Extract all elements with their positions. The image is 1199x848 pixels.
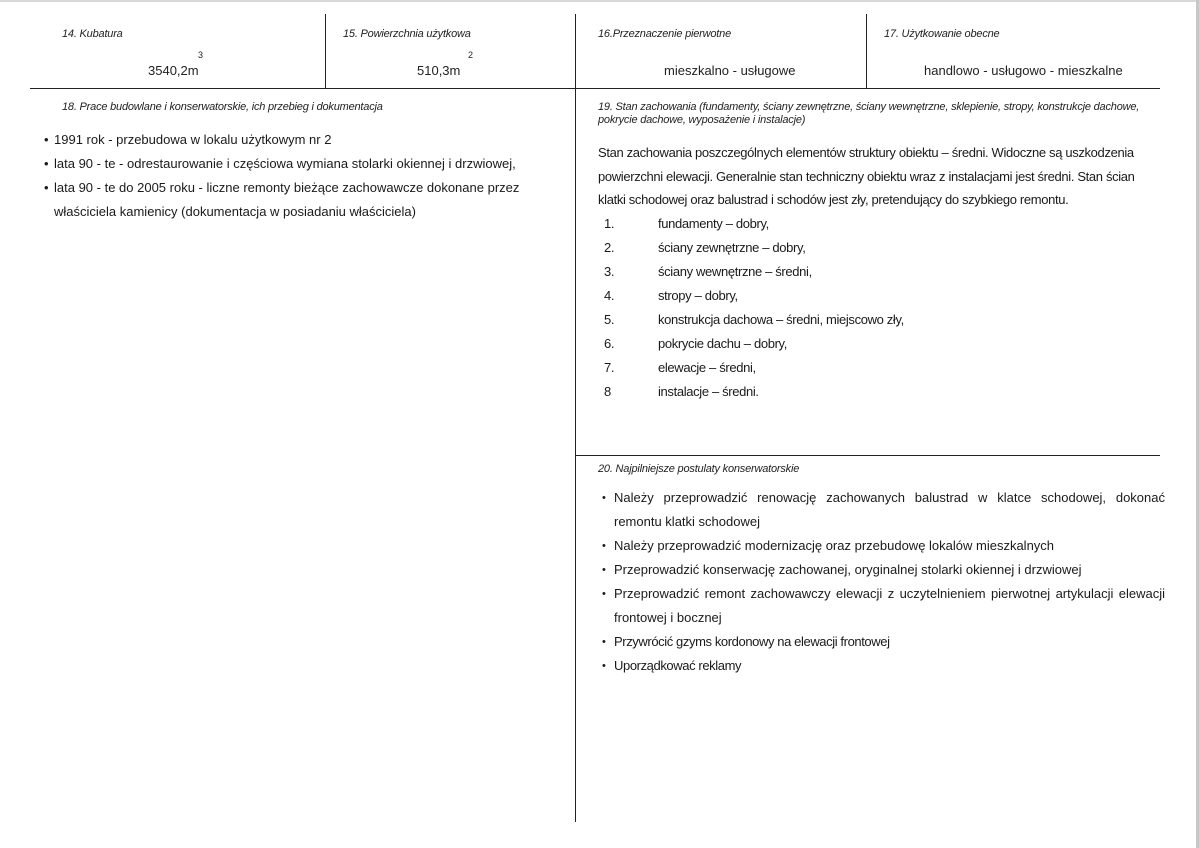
item-number: 1. xyxy=(604,216,615,231)
list-item-text: Przywrócić gzyms kordonowy na elewacji frontowej xyxy=(614,634,890,649)
item-text: instalacje – średni. xyxy=(658,384,759,399)
list-item xyxy=(598,212,998,236)
list-item xyxy=(600,486,1165,534)
list-item xyxy=(598,356,998,380)
page-edge-top xyxy=(0,0,1199,2)
bullet-icon: • xyxy=(44,156,49,171)
list-item xyxy=(44,176,564,224)
bullet-icon: • xyxy=(602,564,606,576)
przeznaczenie-label: 16.Przeznaczenie pierwotne xyxy=(598,28,731,40)
item-text: fundamenty – dobry, xyxy=(658,216,769,231)
item-number: 3. xyxy=(604,264,615,279)
item-number: 6. xyxy=(604,336,615,351)
powierzchnia-superscript: 2 xyxy=(468,50,474,60)
item-text: ściany zewnętrzne – dobry, xyxy=(658,240,806,255)
list-item-text: Przeprowadzić konserwację zachowanej, oryginalnej stolarki okiennej i drzwiowej xyxy=(614,562,1082,577)
bullet-icon: • xyxy=(602,492,606,504)
bullet-icon: • xyxy=(602,588,606,600)
section-19-condition-list xyxy=(598,212,998,404)
item-text: konstrukcja dachowa – średni, miejscowo zły, xyxy=(658,312,904,327)
item-text: pokrycie dachu – dobry, xyxy=(658,336,788,351)
list-item xyxy=(598,236,998,260)
przeznaczenie-value: mieszkalno - usługowe xyxy=(664,63,796,78)
header-bottom-rule xyxy=(30,88,1160,89)
list-item-text: lata 90 - te do 2005 roku - liczne remonty bieżące zachowawcze dokonane przez właściciela kamienicy (dokumentacja w posiadaniu właściciela) xyxy=(54,180,520,219)
list-item xyxy=(600,582,1165,630)
list-item xyxy=(44,152,564,176)
item-number: 4. xyxy=(604,288,615,303)
section-19-title-line1: 19. Stan zachowania (fundamenty, ściany zewnętrzne, ściany wewnętrzne, sklepienie, stropy, konstrukcje dachowe, xyxy=(598,101,1140,113)
list-item xyxy=(598,308,998,332)
item-number: 2. xyxy=(604,240,615,255)
kubatura-label: 14. Kubatura xyxy=(62,28,123,40)
item-number: 8 xyxy=(604,384,611,399)
list-item-text: Należy przeprowadzić renowację zachowanych balustrad w klatce schodowej, dokonać remontu klatki schodowej xyxy=(614,490,1165,529)
section-20-title: 20. Najpilniejsze postulaty konserwatorskie xyxy=(598,463,800,475)
list-item xyxy=(600,534,1165,558)
item-number: 7. xyxy=(604,360,615,375)
bullet-icon: • xyxy=(602,660,606,672)
item-number: 5. xyxy=(604,312,615,327)
item-text: ściany wewnętrzne – średni, xyxy=(658,264,812,279)
divider-14-15 xyxy=(325,14,326,88)
list-item-text: Należy przeprowadzić modernizację oraz przebudowę lokalów mieszkalnych xyxy=(614,538,1055,553)
list-item xyxy=(44,128,564,152)
item-text: elewacje – średni, xyxy=(658,360,756,375)
section-19-paragraph: Stan zachowania poszczególnych elementów struktury obiektu – średni. Widoczne są uszkodzenia powierzchni elewacji. Generalnie stan techniczny obiektu wraz z instalacjami jest średni. Stan ścian klatki schodowej oraz balustrad i schodów jest zły, pretendujący do szybkiego remontu. xyxy=(598,145,1135,207)
section-19-title-line2: pokrycie dachowe, wyposażenie i instalacje) xyxy=(598,114,806,126)
list-item xyxy=(600,558,1165,582)
bullet-icon: • xyxy=(44,132,49,147)
section-18-list xyxy=(44,128,564,224)
bullet-icon: • xyxy=(602,540,606,552)
list-item-text: Uporządkować reklamy xyxy=(614,658,742,673)
divider-center xyxy=(575,14,576,822)
kubatura-superscript: 3 xyxy=(198,50,204,60)
uzytkowanie-label: 17. Użytkowanie obecne xyxy=(884,28,1000,40)
section-20-list xyxy=(600,486,1165,678)
item-text: stropy – dobry, xyxy=(658,288,738,303)
list-item xyxy=(598,284,998,308)
bullet-icon: • xyxy=(44,180,49,195)
section-18-title: 18. Prace budowlane i konserwatorskie, ich przebieg i dokumentacja xyxy=(62,101,383,113)
list-item xyxy=(600,654,1165,678)
uzytkowanie-value: handlowo - usługowo - mieszkalne xyxy=(924,63,1123,78)
rule-19-20 xyxy=(575,455,1160,456)
divider-16-17 xyxy=(866,14,867,88)
list-item xyxy=(598,332,998,356)
list-item-text: Przeprowadzić remont zachowawczy elewacji z uczytelnieniem pierwotnej artykulacji elewacji frontowej i bocznej xyxy=(614,586,1165,625)
bullet-icon: • xyxy=(602,636,606,648)
list-item-text: lata 90 - te - odrestaurowanie i częściowa wymiana stolarki okiennej i drzwiowej, xyxy=(54,156,516,171)
kubatura-value: 3540,2m xyxy=(148,63,199,78)
list-item xyxy=(598,260,998,284)
list-item xyxy=(600,630,1165,654)
list-item xyxy=(598,380,998,404)
powierzchnia-label: 15. Powierzchnia użytkowa xyxy=(343,28,471,40)
powierzchnia-value: 510,3m xyxy=(417,63,461,78)
list-item-text: 1991 rok - przebudowa w lokalu użytkowym nr 2 xyxy=(54,132,332,147)
